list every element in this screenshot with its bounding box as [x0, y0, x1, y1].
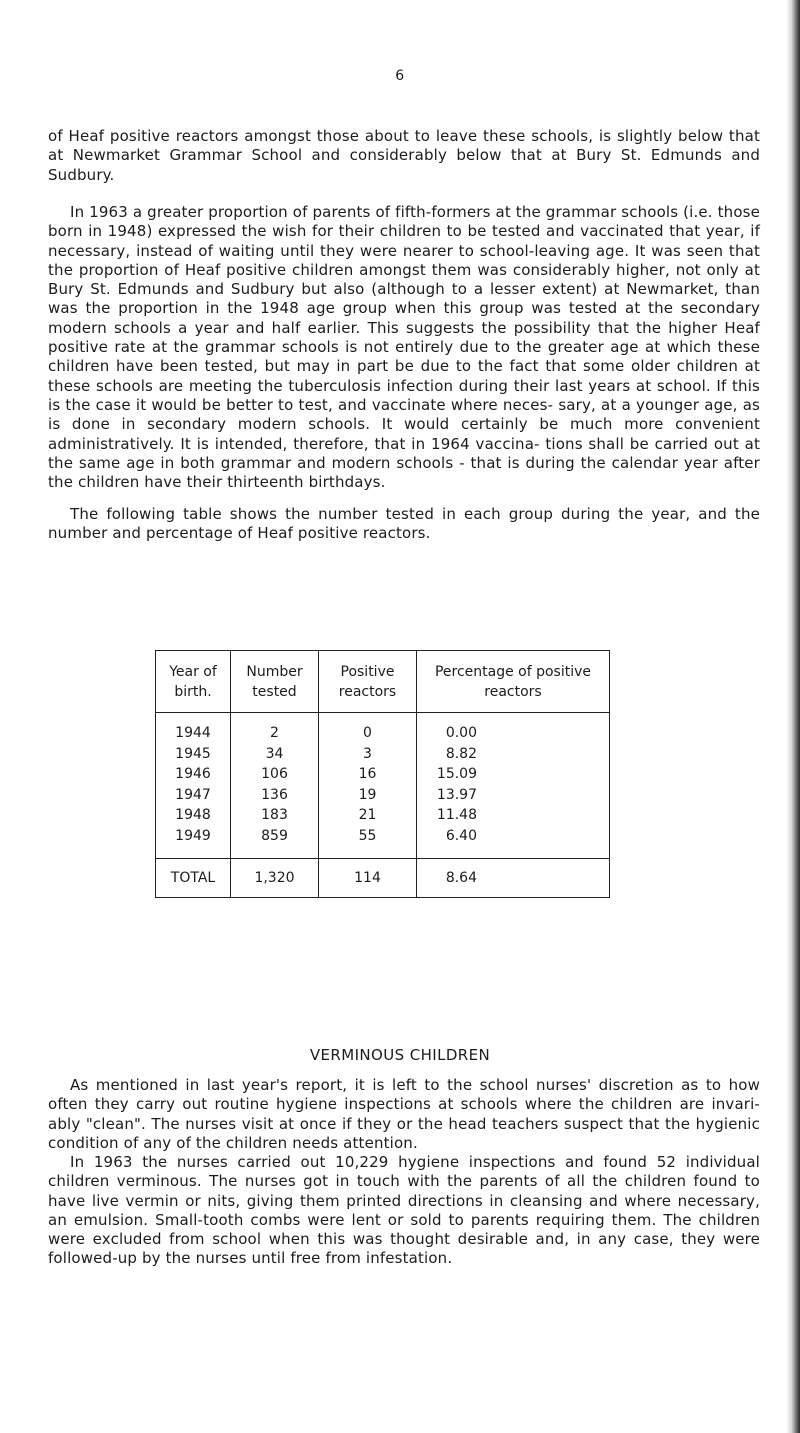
cell-number: 34 [231, 744, 319, 765]
table-row [156, 744, 610, 765]
header-positive-reactors: Positive reactors [319, 651, 417, 713]
table-row [156, 764, 610, 785]
cell-total-percentage: 8.64 [417, 859, 610, 898]
table-header-row [156, 651, 610, 713]
header-percentage: Percentage of positive reactors [417, 651, 610, 713]
cell-number: 183 [231, 805, 319, 826]
cell-number: 859 [231, 826, 319, 859]
cell-year: 1948 [156, 805, 231, 826]
paragraph-text: As mentioned in last year's report, it is left to the school nurses' discretion as to how often they carry out routine hygiene inspections at schools where the children are invari- ably "clean". The nurses visit at once if they or the head teachers suspect that the hygienic condition of any of the children needs attention. [48, 1076, 760, 1152]
cell-percentage: 11.48 [417, 805, 610, 826]
paragraph-text: of Heaf positive reactors amongst those about to leave these schools, is slightly below that at Newmarket Grammar School and considerably below that at Bury St. Edmunds and Sudbury. [48, 127, 760, 184]
cell-positive: 16 [319, 764, 417, 785]
page-edge-shadow [786, 0, 800, 1433]
cell-year: 1944 [156, 713, 231, 744]
cell-percentage: 6.40 [417, 826, 610, 859]
header-year-of-birth: Year of birth. [156, 651, 231, 713]
cell-total-label: TOTAL [156, 859, 231, 898]
header-number-tested: Number tested [231, 651, 319, 713]
cell-year: 1946 [156, 764, 231, 785]
page-number: 6 [395, 68, 405, 84]
cell-positive: 55 [319, 826, 417, 859]
cell-number: 136 [231, 785, 319, 806]
cell-year: 1945 [156, 744, 231, 765]
paragraph-text: In 1963 the nurses carried out 10,229 hygiene inspections and found 52 individual children verminous. The nurses got in touch with the parents of all the children found to have live vermin or nits, giving them printed directions in cleansing and where necessary, an emulsion. Small-tooth combs were lent or sold to parents requiring them. The children were excluded from school when this was thought desirable and, in any case, they were followed-up by the nurses until free from infestation. [48, 1153, 760, 1268]
cell-positive: 19 [319, 785, 417, 806]
table-row [156, 826, 610, 859]
cell-year: 1949 [156, 826, 231, 859]
paragraph-hygiene-inspections [48, 1153, 760, 1269]
table-row [156, 805, 610, 826]
cell-year: 1947 [156, 785, 231, 806]
table-total-row [156, 859, 610, 898]
paragraph-text: In 1963 a greater proportion of parents of fifth-formers at the grammar schools (i.e. those born in 1948) expressed the wish for their children to be tested and vaccinated that year, if necessary, instead of waiting until they were nearer to school-leaving age. It was seen that the proportion of Heaf positive children amongst them was considerably higher, not only at Bury St. Edmunds and Sudbury but also (although to a lesser extent) at Newmarket, than was the proportion in the 1948 age group when this group was tested at the secondary modern schools a year and half earlier. This suggests the possibility that the higher Heaf positive rate at the grammar schools is not entirely due to the greater age at which these children have been tested, but may in part be due to the fact that some older children at these schools are meeting the tuberculosis infection during their last years at school. If this is the case it would be better to test, and vaccinate where neces- sary, at a younger age, as is done in secondary modern schools. It would certainly be much more convenient administratively. It is intended, therefore, that in 1964 vaccina- tions shall be carried out at the same age in both grammar and modern schools - that is during the calendar year after the children have their thirteenth birthdays. [48, 203, 760, 492]
cell-percentage: 15.09 [417, 764, 610, 785]
cell-total-positive: 114 [319, 859, 417, 898]
heaf-results-table [155, 650, 610, 898]
cell-total-number: 1,320 [231, 859, 319, 898]
paragraph-grammar-schools [48, 203, 760, 492]
cell-positive: 3 [319, 744, 417, 765]
cell-positive: 0 [319, 713, 417, 744]
cell-percentage: 13.97 [417, 785, 610, 806]
cell-number: 2 [231, 713, 319, 744]
cell-percentage: 0.00 [417, 713, 610, 744]
paragraph-continuation [48, 127, 760, 185]
section-heading: VERMINOUS CHILDREN [309, 1046, 491, 1064]
paragraph-table-intro [48, 505, 760, 544]
cell-positive: 21 [319, 805, 417, 826]
table-row [156, 785, 610, 806]
paragraph-text: The following table shows the number tested in each group during the year, and the number and percentage of Heaf positive reactors. [48, 505, 760, 543]
cell-number: 106 [231, 764, 319, 785]
paragraph-nurses-discretion [48, 1076, 760, 1153]
cell-percentage: 8.82 [417, 744, 610, 765]
table-row [156, 713, 610, 744]
